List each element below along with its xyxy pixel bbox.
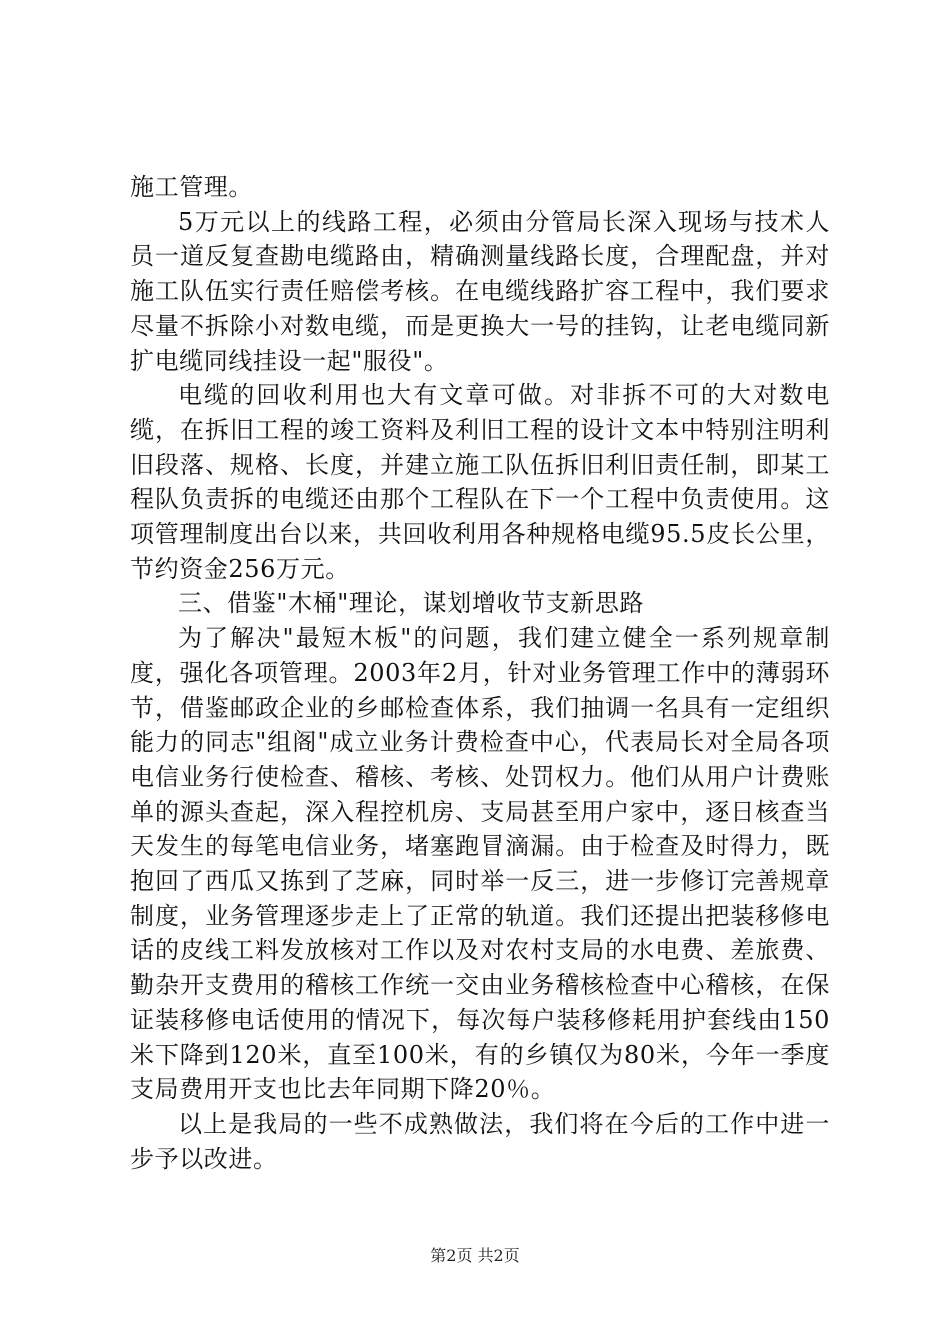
body-text: [130, 170, 830, 1176]
paragraph-cable-recycling: 电缆的回收利用也大有文章可做。对非拆不可的大对数电缆，在拆旧工程的竣工资料及利旧工程的设计文本中特别注明利旧段落、规格、长度，并建立施工队伍拆旧利旧责任制，即某工程队负责拆的电缆还由那个工程队在下一个工程中负责使用。这项管理制度出台以来，共回收利用各种规格电缆95.5皮长公里，节约资金256万元。: [130, 381, 830, 583]
page-number-footer: 第2页 共2页: [430, 1246, 520, 1265]
paragraph-cable-routing: 5万元以上的线路工程，必须由分管局长深入现场与技术人员一道反复查勘电缆路由，精确测量线路长度，合理配盘，并对施工队伍实行责任赔偿考核。在电缆线路扩容工程中，我们要求尽量不拆除小对数电缆，而是更换大一号的挂钩，让老电缆同新扩电缆同线挂设一起"服役"。: [130, 207, 830, 375]
section-heading: 三、借鉴"木桶"理论，谋划增收节支新思路: [178, 589, 645, 618]
paragraph-inspection-center: 为了解决"最短木板"的问题，我们建立健全一系列规章制度，强化各项管理。2003年2月，针对业务管理工作中的薄弱环节，借鉴邮政企业的乡邮检查体系，我们抽调一名具有一定组织能力的同志"组阁"成立业务计费检查中心，代表局长对全局各项电信业务行使检查、稽核、考核、处罚权力。他们从用户计费账单的源头查起，深入程控机房、支局甚至用户家中，逐日核查当天发生的每笔电信业务，堵塞跑冒滴漏。由于检查及时得力，既抱回了西瓜又拣到了芝麻，同时举一反三，进一步修订完善规章制度，业务管理逐步走上了正常的轨道。我们还提出把装移修电话的皮线工料发放核对工作以及对农村支局的水电费、差旅费、勤杂开支费用的稽核工作统一交由业务稽核检查中心稽核，在保证装移修电话使用的情况下，每次每户装移修耗用护套线由150米下降到120米，直至100米，有的乡镇仅为80米，今年一季度支局费用开支也比去年同期下降20％。: [130, 624, 830, 1104]
paragraph-continuation: 施工管理。: [130, 173, 253, 201]
paragraph-conclusion: 以上是我局的一些不成熟做法，我们将在今后的工作中进一步予以改进。: [130, 1109, 830, 1173]
